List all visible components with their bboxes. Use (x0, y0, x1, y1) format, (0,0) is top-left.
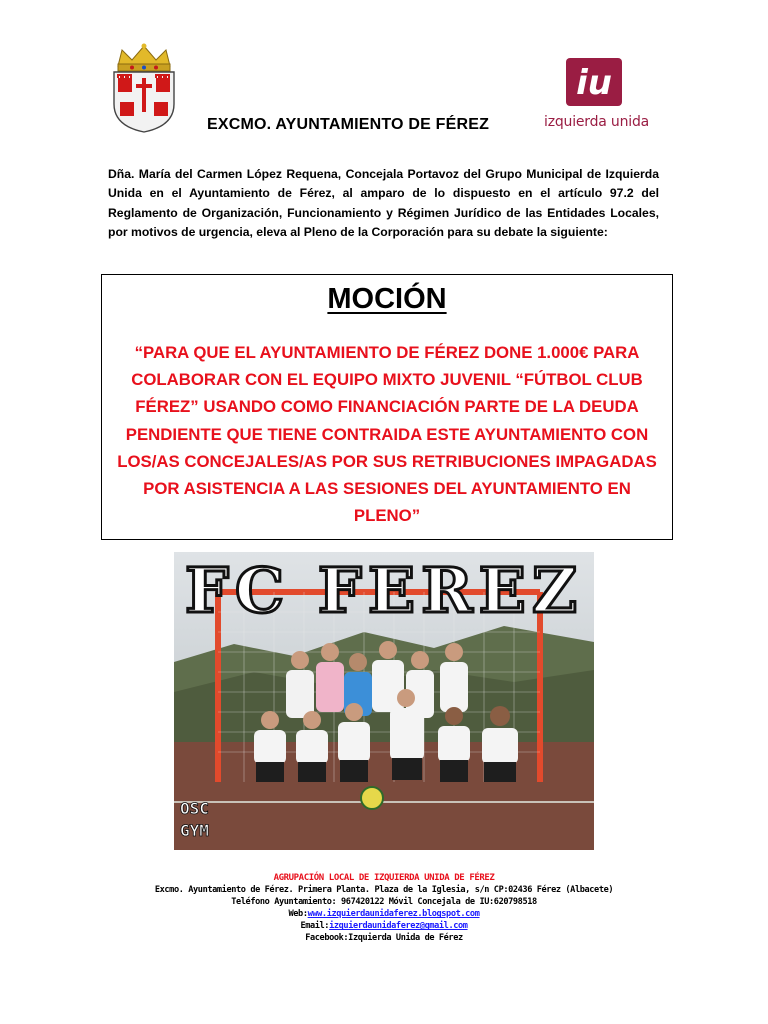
footer-web (120, 908, 648, 920)
footer-web-label: Web: (288, 909, 308, 920)
motion-text: “PARA QUE EL AYUNTAMIENTO DE FÉREZ DONE 1.000€ PARA COLABORAR CON EL EQUIPO MIXTO JUVENIL “FÚTBOL CLUB FÉREZ” USANDO COMO FINANCIACIÓN PARTE DE LA DEUDA PENDIENTE QUE TIENE CONTRAIDA ESTE AYUNTAMIENTO CON LOS/AS CONCEJALES/AS POR SUS RETRIBUCIONES IMPAGADAS POR ASISTENCIA A LAS SESIONES DEL AYUNTAMIENTO EN PLENO” (117, 343, 657, 526)
team-photo (174, 552, 594, 850)
footer-facebook: Facebook:Izquierda Unida de Férez (305, 933, 463, 944)
photo-watermark-line1: OSC (180, 799, 209, 818)
footer-web-link[interactable]: www.izquierdaunidaferez.blogspot.com (307, 909, 480, 920)
motion-box (101, 274, 673, 540)
footer-email (120, 920, 648, 932)
footer-org: AGRUPACIÓN LOCAL DE IZQUIERDA UNIDA DE FÉREZ (273, 873, 495, 883)
izquierda-unida-logo (540, 58, 650, 138)
iu-logo-text: izquierda unida (544, 114, 650, 130)
coat-of-arms-logo (108, 42, 180, 134)
footer-phone: Teléfono Ayuntamiento: 967420122 Móvil Concejala de IU:620798518 (231, 897, 537, 908)
footer-address: Excmo. Ayuntamiento de Férez. Primera Planta. Plaza de la Iglesia, s/n CP:02436 Férez (Albacete) (154, 885, 614, 896)
photo-banner: FC FEREZ (184, 554, 584, 627)
motion-heading (102, 283, 672, 316)
page-title: EXCMO. AYUNTAMIENTO DE FÉREZ (207, 116, 490, 133)
footer-email-label: Email: (300, 921, 330, 932)
footer-contact (120, 872, 648, 945)
footer-email-link[interactable]: izquierdaunidaferez@gmail.com (329, 921, 468, 932)
motion-heading-text: MOCIÓN (327, 283, 447, 315)
football-icon (361, 787, 383, 809)
iu-logo-mark (566, 58, 622, 106)
iu-logo-mark-text: iu (576, 63, 612, 103)
intro-paragraph: Dña. María del Carmen López Requena, Concejala Portavoz del Grupo Municipal de Izquierda Unida en el Ayuntamiento de Férez, al amparo de lo dispuesto en el artículo 97.2 del Reglamento de Organización, Funcionamiento y Régimen Jurídico de las Entidades Locales, por motivos de urgencia, eleva al Pleno de la Corporación para su debate la siguiente: (108, 167, 659, 239)
photo-watermark-line2: GYM (180, 821, 209, 840)
